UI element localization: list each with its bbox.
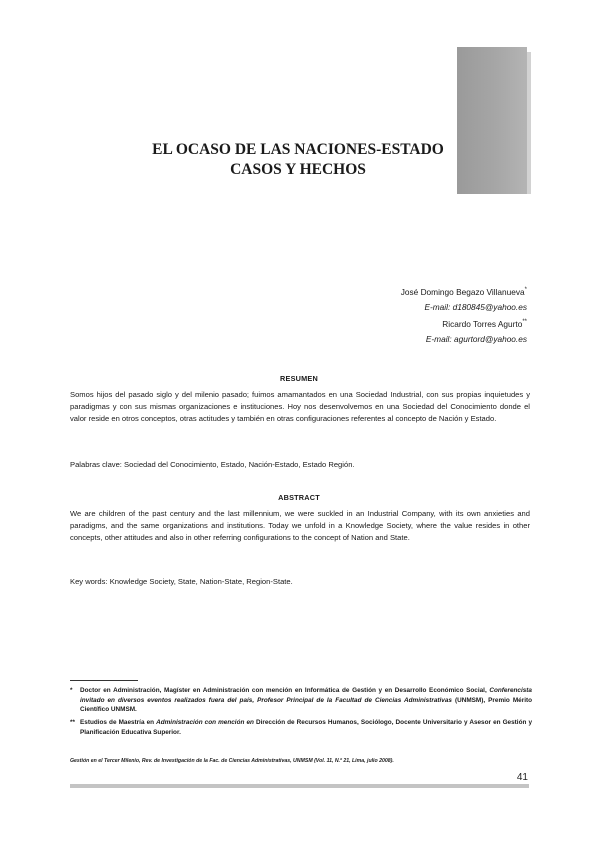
author-email[interactable]: E-mail: agurtord@yahoo.es	[425, 333, 527, 344]
palabras-clave	[70, 459, 530, 471]
article-title	[60, 140, 536, 180]
footnote-text: (UNMSM), Premio Mérito Científico UNMSM.	[80, 696, 532, 714]
footnote-1	[70, 686, 532, 715]
author-1	[401, 283, 527, 300]
palabras-clave-label: Palabras clave:	[70, 460, 122, 469]
palabras-clave-text: Sociedad del Conocimiento, Estado, Nación-Estado, Estado Región.	[124, 460, 355, 469]
footnote-marker: *	[524, 287, 527, 293]
footnote-text: Estudios de Maestría en	[80, 719, 157, 726]
abstract-heading: ABSTRACT	[278, 493, 320, 502]
footnote-text: Doctor en Administración, Magíster en Administración con mención en Informática de Gestión y en Desarrollo Económico Social,	[80, 687, 490, 694]
footnote-text-italic: Administración con mención en	[156, 719, 254, 726]
abstract-paragraph: We are children of the past century and the last millennium, we were suckled in an Industrial Company, with its own anxieties and paradigms, and the same organizations and institutions. Today we unfold in a Knowledge Society, where the value resides in other concepts, other attitudes and also in other referring configurations to the concept of Nation and State.	[70, 509, 530, 543]
keywords-text: Knowledge Society, State, Nation-State, Region-State.	[109, 577, 293, 586]
footnote-marker: **	[522, 318, 527, 325]
footnote-mark: **	[70, 719, 75, 726]
resumen-heading: RESUMEN	[280, 374, 318, 383]
author-name: José Domingo Begazo Villanueva	[400, 286, 525, 297]
footnote-divider	[70, 680, 138, 681]
keywords	[70, 576, 530, 588]
author-email[interactable]: E-mail: d180845@yahoo.es	[424, 301, 527, 312]
page-number: 41	[516, 772, 528, 783]
footnote-body	[80, 686, 532, 715]
footnote-mark: *	[70, 687, 73, 694]
authors-block	[401, 283, 527, 347]
author-name: Ricardo Torres Agurto	[442, 318, 523, 329]
footnote-2	[70, 718, 532, 737]
footnote-text-italic: Conferencista invitado en diversos eventos realizados fuera del país, Profesor Principal de la Facultad de Ciencias Administrativas	[80, 687, 532, 704]
footnote-text: Dirección de Recursos Humanos, Sociólogo, Docente Universitario y Asesor en Gestión y Planificación Educativa Superior.	[80, 719, 532, 736]
resumen-paragraph: Somos hijos del pasado siglo y del milenio pasado; fuimos amamantados en una Sociedad Industrial, con sus propias inquietudes y paradigmas y con sus mismas organizaciones e instituciones. Hoy nos desenvolvemos en una Sociedad del Conocimiento donde el valor reside en otros conceptos, otras actitudes y también en otras configuraciones referentes al concepto de Nación y Estado.	[70, 390, 530, 424]
keywords-label: Key words:	[70, 577, 108, 586]
journal-reference: Gestión en el Tercer Milenio, Rev. de Investigación de la Fac. de Ciencias Administrativas, UNMSM (Vol. 11, N.º 21, Lima, julio 2008).	[70, 758, 394, 764]
title-line-2: CASOS Y HECHOS	[230, 161, 366, 178]
footer-bar	[70, 784, 529, 788]
title-line-1: EL OCASO DE LAS NACIONES-ESTADO	[152, 141, 444, 158]
footnote-body	[80, 718, 532, 737]
author-2	[401, 315, 527, 332]
